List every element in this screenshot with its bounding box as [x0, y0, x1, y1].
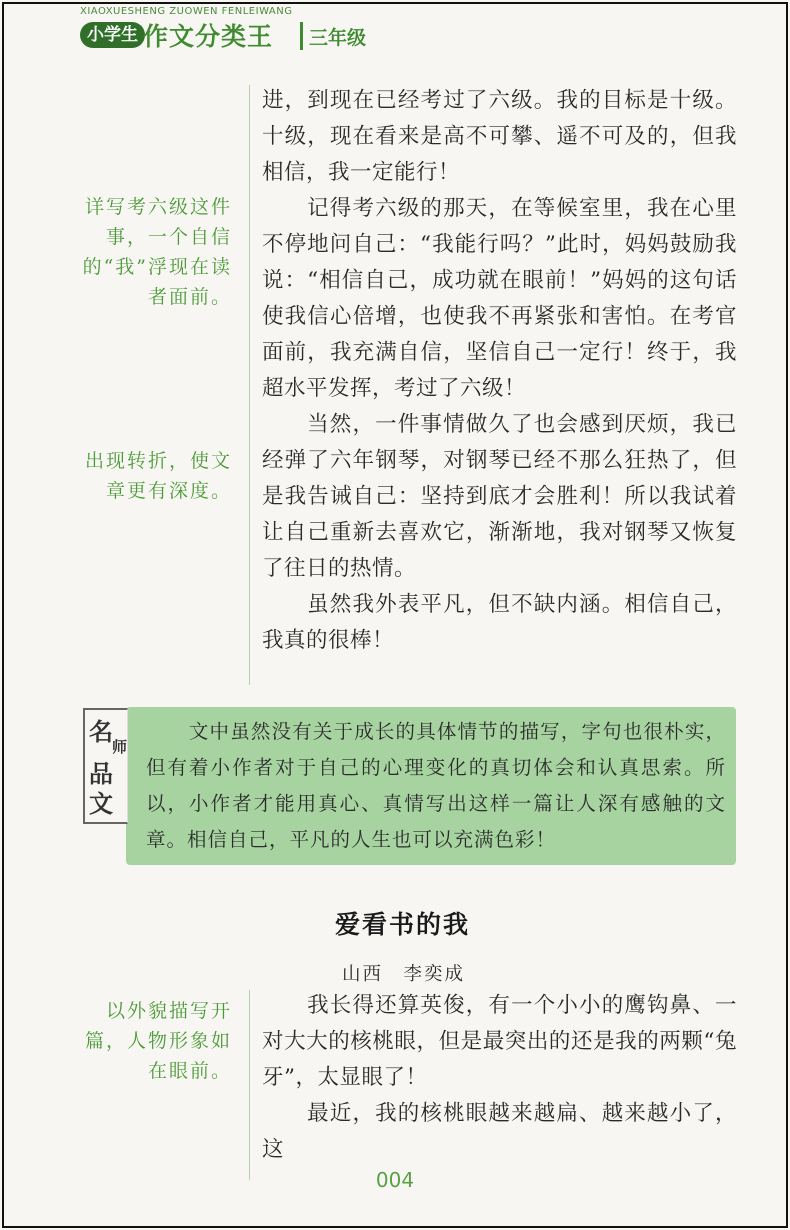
- article-title: 爱看书的我: [335, 910, 471, 939]
- margin-note: 详写考六级这件事，一个自信的“我”浮现在读者面前。: [82, 196, 232, 308]
- commentary-label: [83, 708, 128, 824]
- essay-body: [262, 83, 737, 659]
- margin-note: 以外貌描写开篇，人物形象如在眼前。: [84, 1000, 232, 1082]
- header-divider: [300, 22, 303, 50]
- paragraph: 当然，一件事情做久了也会感到厌烦，我已经弹了六年钢琴，对钢琴已经不那么狂热了，但是我告诫自己：坚持到底才会胜利！所以我试着让自己重新去喜欢它，渐渐地，我对钢琴又恢复了往日的热情。: [262, 412, 737, 581]
- margin-rule: [249, 85, 250, 685]
- paragraph: 记得考六级的那天，在等候室里，我在心里不停地问自己：“我能行吗？”此时，妈妈鼓励我说：“相信自己，成功就在眼前！”妈妈的这句话使我信心倍增，也使我不再紧张和害怕。在考官面前，我充满自信，坚信自己一定行！终于，我超水平发挥，考过了六级！: [262, 196, 737, 401]
- header-pinyin: XIAOXUESHENG ZUOWEN FENLEIWANG: [80, 6, 293, 17]
- page-number: 004: [375, 1168, 415, 1192]
- label-char: 文: [89, 790, 113, 818]
- label-char: 师: [112, 738, 128, 756]
- paragraph: 我长得还算英俊，有一个小小的鹰钩鼻、一对大大的核桃眼，但是最突出的还是我的两颗“兔牙”，太显眼了！: [262, 993, 737, 1090]
- margin-note: 出现转折，使文章更有深度。: [84, 450, 232, 502]
- paragraph: 最近，我的核桃眼越来越扁、越来越小了，这: [262, 1101, 737, 1162]
- margin-rule-lower: [249, 990, 250, 1180]
- grade-label: 三年级: [309, 27, 367, 49]
- commentary-text: 文中虽然没有关于成长的具体情节的描写，字句也很朴实，但有着小作者对于自己的心理变化的真切体会和认真思索。所以，小作者才能用真心、真情写出这样一篇让人深有感触的文章。相信自己，平凡的人生也可以充满色彩！: [146, 720, 726, 851]
- article-author: 山西 李奕成: [342, 964, 466, 985]
- article-body: [262, 988, 737, 1168]
- header-badge: 小学生: [80, 22, 145, 48]
- label-char: 品: [89, 760, 113, 788]
- label-char: 名: [89, 718, 113, 746]
- paragraph: 虽然我外表平凡，但不缺内涵。相信自己，我真的很棒！: [262, 592, 737, 653]
- book-title: 作文分类王: [143, 22, 274, 51]
- paragraph: 进，到现在已经考过了六级。我的目标是十级。十级，现在看来是高不可攀、遥不可及的，但我相信，我一定能行！: [262, 88, 737, 185]
